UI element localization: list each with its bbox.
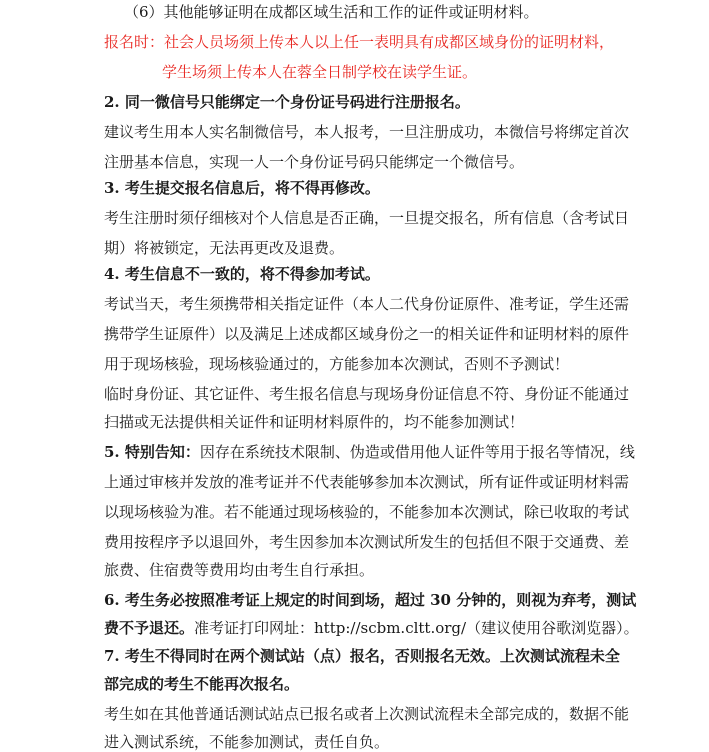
section-5-line3: 费用按程序予以退回外，考生因参加本次测试所发生的包括但不限于交通费、差 (104, 533, 630, 551)
section-2-heading: 2. 同一微信号只能绑定一个身份证号码进行注册报名。 (104, 93, 470, 111)
section-7-line2: 进入测试系统，不能参加测试，责任自负。 (104, 733, 390, 751)
section-4-line2: 携带学生证原件）以及满足上述成都区域身份之一的相关证件和证明材料的原件 (104, 325, 630, 343)
exam-ticket-url: 准考证打印网址：http://scbm.cltt.org/（建议使用谷歌浏览器）。 (194, 619, 639, 637)
registration-note-line2: 学生场须上传本人在蓉全日制学校在读学生证。 (162, 63, 478, 81)
section-2-line2: 注册基本信息，实现一人一个身份证号码只能绑定一个微信号。 (104, 153, 525, 171)
section-7-heading-line1: 7. 考生不得同时在两个测试站（点）报名，否则报名无效。上次测试流程未全 (104, 647, 620, 665)
section-6-bold: 费不予退还。 (104, 619, 195, 637)
section-6-heading-line2 (104, 618, 639, 638)
section-4-line3: 用于现场核验，现场核验通过的，方能参加本次测试，否则不予测试！ (104, 355, 570, 373)
section-4-line1: 考试当天，考生须携带相关指定证件（本人二代身份证原件、准考证，学生还需 (104, 295, 630, 313)
section-4-heading: 4. 考生信息不一致的，将不得参加考试。 (104, 265, 380, 283)
section-5-first-text: 因存在系统技术限制、伪造或借用他人证件等用于报名等情况，线 (199, 443, 635, 461)
section-3-heading: 3. 考生提交报名信息后，将不得再修改。 (104, 179, 380, 197)
section-3-line1: 考生注册时须仔细核对个人信息是否正确，一旦提交报名，所有信息（含考试日 (104, 209, 630, 227)
item-6-text: （6）其他能够证明在成都区域生活和工作的证件或证明材料。 (124, 3, 539, 21)
registration-note (104, 32, 614, 52)
registration-note-line1: 社会人员场须上传本人以上任一表明具有成都区域身份的证明材料， (164, 33, 615, 51)
section-5-line4: 旅费、住宿费等费用均由考生自行承担。 (104, 561, 375, 579)
section-3-line2: 期）将被锁定，无法再更改及退费。 (104, 239, 345, 257)
section-4-line4: 临时身份证、其它证件、考生报名信息与现场身份证信息不符、身份证不能通过 (104, 385, 630, 403)
registration-note-label: 报名时： (104, 33, 165, 51)
section-4-line5: 扫描或无法提供相关证件和证明材料原件的，均不能参加测试！ (104, 413, 525, 431)
section-5-label: 5. 特别告知： (104, 443, 200, 461)
section-7-heading-line2: 部完成的考生不能再次报名。 (104, 675, 300, 693)
section-5-line2: 以现场核验为准。若不能通过现场核验的，不能参加本次测试，除已收取的考试 (104, 503, 630, 521)
section-6-heading-line1: 6. 考生务必按照准考证上规定的时间到场，超过 30 分钟的，则视为弃考，测试 (104, 591, 637, 609)
section-2-line1: 建议考生用本人实名制微信号，本人报考，一旦注册成功，本微信号将绑定首次 (104, 123, 630, 141)
section-5-first-line (104, 442, 635, 462)
section-7-line1: 考生如在其他普通话测试站点已报名或者上次测试流程未全部完成的，数据不能 (104, 705, 630, 723)
section-5-line1: 上通过审核并发放的准考证并不代表能够参加本次测试，所有证件或证明材料需 (104, 473, 630, 491)
